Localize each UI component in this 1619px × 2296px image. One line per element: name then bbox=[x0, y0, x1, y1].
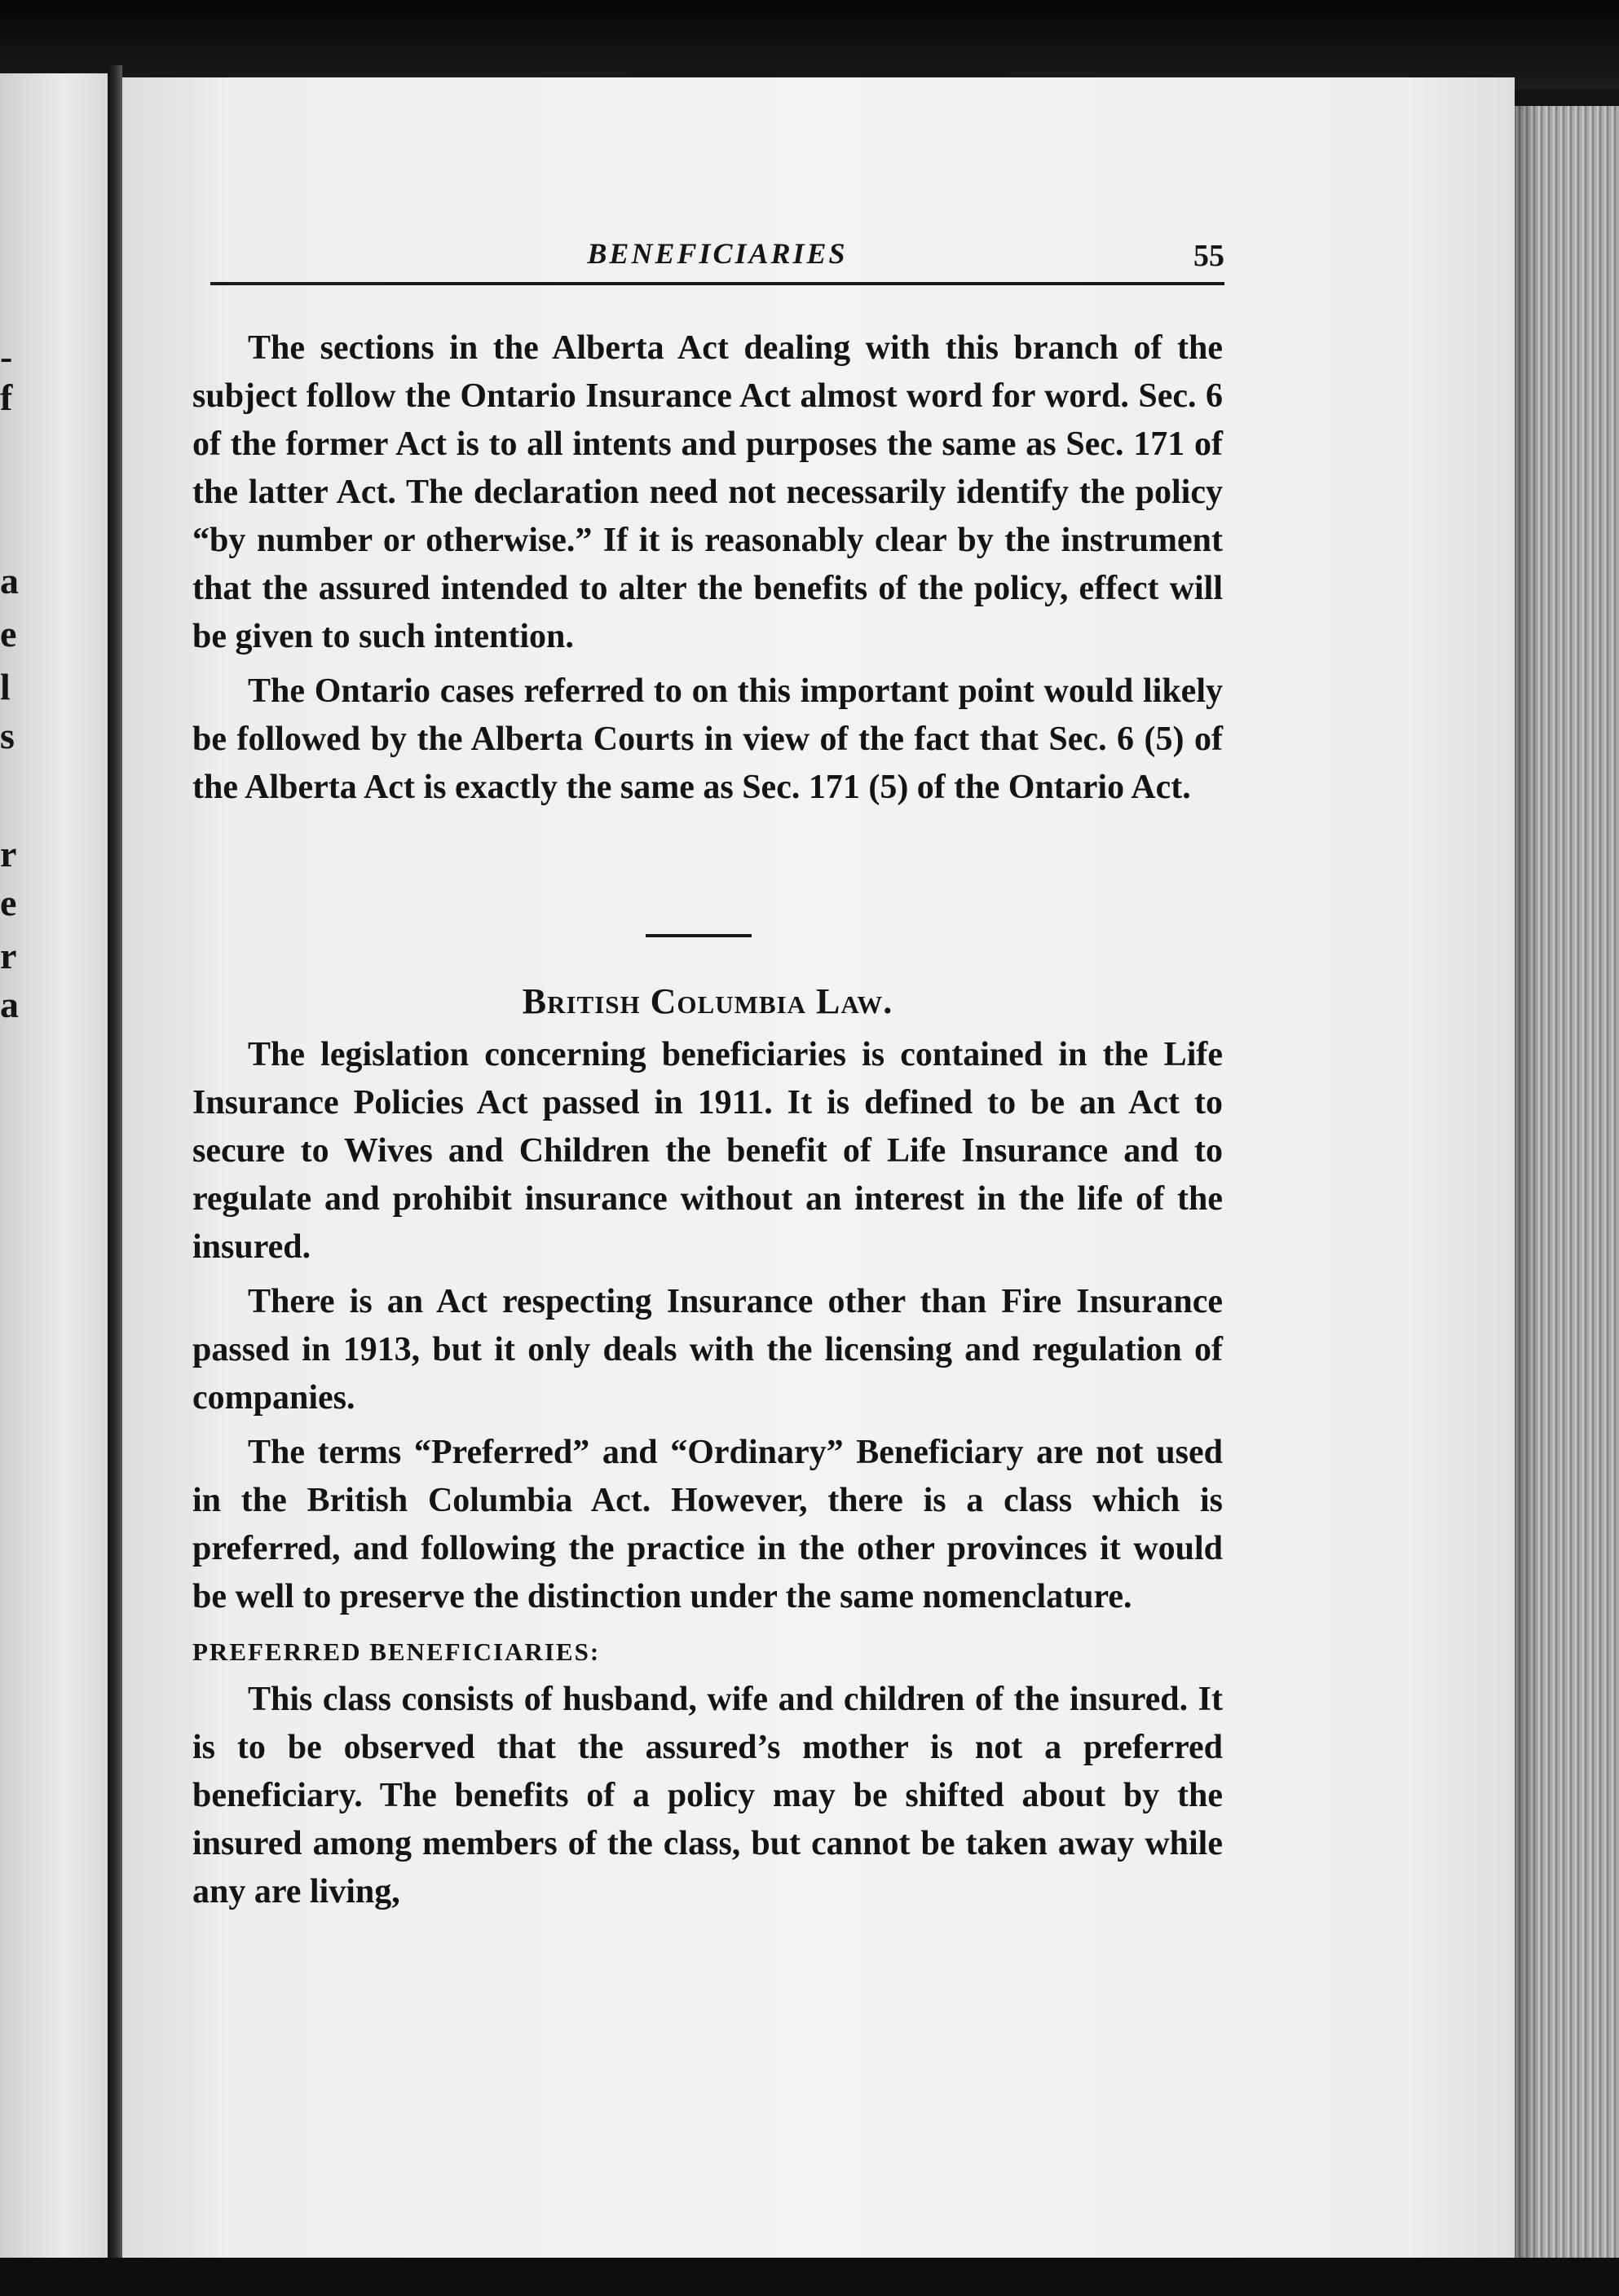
left-page-fragment: l bbox=[0, 666, 11, 707]
running-title: BENEFICIARIES bbox=[587, 237, 848, 270]
paragraph: There is an Act respecting Insurance other than Fire Insurance passed in 1913, but it only deals with the licensing and regulation of companies. bbox=[192, 1283, 1223, 1417]
left-page-fragment: a bbox=[0, 560, 19, 602]
left-page-fragment: s bbox=[0, 715, 15, 756]
british-columbia-text-block bbox=[192, 1031, 1223, 1916]
page-edge-shadow bbox=[1515, 106, 1539, 2296]
left-page-fragment: e bbox=[0, 882, 17, 923]
alberta-text-block bbox=[192, 324, 1223, 812]
scan-bottom-border bbox=[0, 2258, 1619, 2296]
paragraph: The Ontario cases referred to on this important point would likely be followed by the Alberta Courts in view of the fact that Sec. 6 (5) of the Alberta Act is exactly the same as Sec. 171 (5) of the Ontario Act. bbox=[192, 672, 1223, 806]
paragraph: The legislation concerning beneficiaries is contained in the Life Insurance Policies Act passed in 1911. It is defined to be an Act to secure to Wives and Children the benefit of Life Insurance and to regulate and prohibit insurance without an interest in the life of the insured. bbox=[192, 1036, 1223, 1266]
paragraph: This class consists of husband, wife and children of the insured. It is to be observed that the assured’s mother is not a preferred beneficiary. The benefits of a policy may be shifted about by the insured among members of the class, but cannot be taken away while any are living, bbox=[192, 1681, 1223, 1910]
left-page-fragment: e bbox=[0, 613, 17, 654]
scan-top-border bbox=[0, 0, 1619, 90]
running-head bbox=[210, 236, 1224, 285]
left-page-fragment: r bbox=[0, 833, 17, 875]
paragraph: The sections in the Alberta Act dealing with this branch of the subject follow the Ontario Insurance Act almost word for word. Sec. 6 of the former Act is to all intents and purposes the same as Sec. 171 of the latter Act. The declaration need not necessarily identify the policy “by number or otherwise.” If it is reasonably clear by the instrument that the assured intended to alter the benefits of the policy, effect will be given to such intention. bbox=[192, 329, 1223, 655]
header-rule bbox=[210, 282, 1224, 285]
subheading: PREFERRED BENEFICIARIES: bbox=[192, 1637, 601, 1666]
left-page-fragment: f bbox=[0, 377, 13, 418]
left-page-fragment: - bbox=[0, 336, 13, 377]
book-gutter bbox=[108, 65, 122, 2266]
left-page-fragment: r bbox=[0, 935, 17, 976]
paragraph: The terms “Preferred” and “Ordinary” Beneficiary are not used in the British Columbia Act. However, there is a class which is preferred, and following the practice in the other provinces it would be well to preserve the distinction under the same nomenclature. bbox=[192, 1434, 1223, 1615]
section-divider bbox=[646, 934, 752, 937]
section-heading: British Columbia Law. bbox=[522, 981, 893, 1021]
left-page-fragment: a bbox=[0, 984, 19, 1025]
page-number: 55 bbox=[1193, 239, 1224, 273]
adjacent-page-sliver bbox=[0, 73, 108, 2266]
